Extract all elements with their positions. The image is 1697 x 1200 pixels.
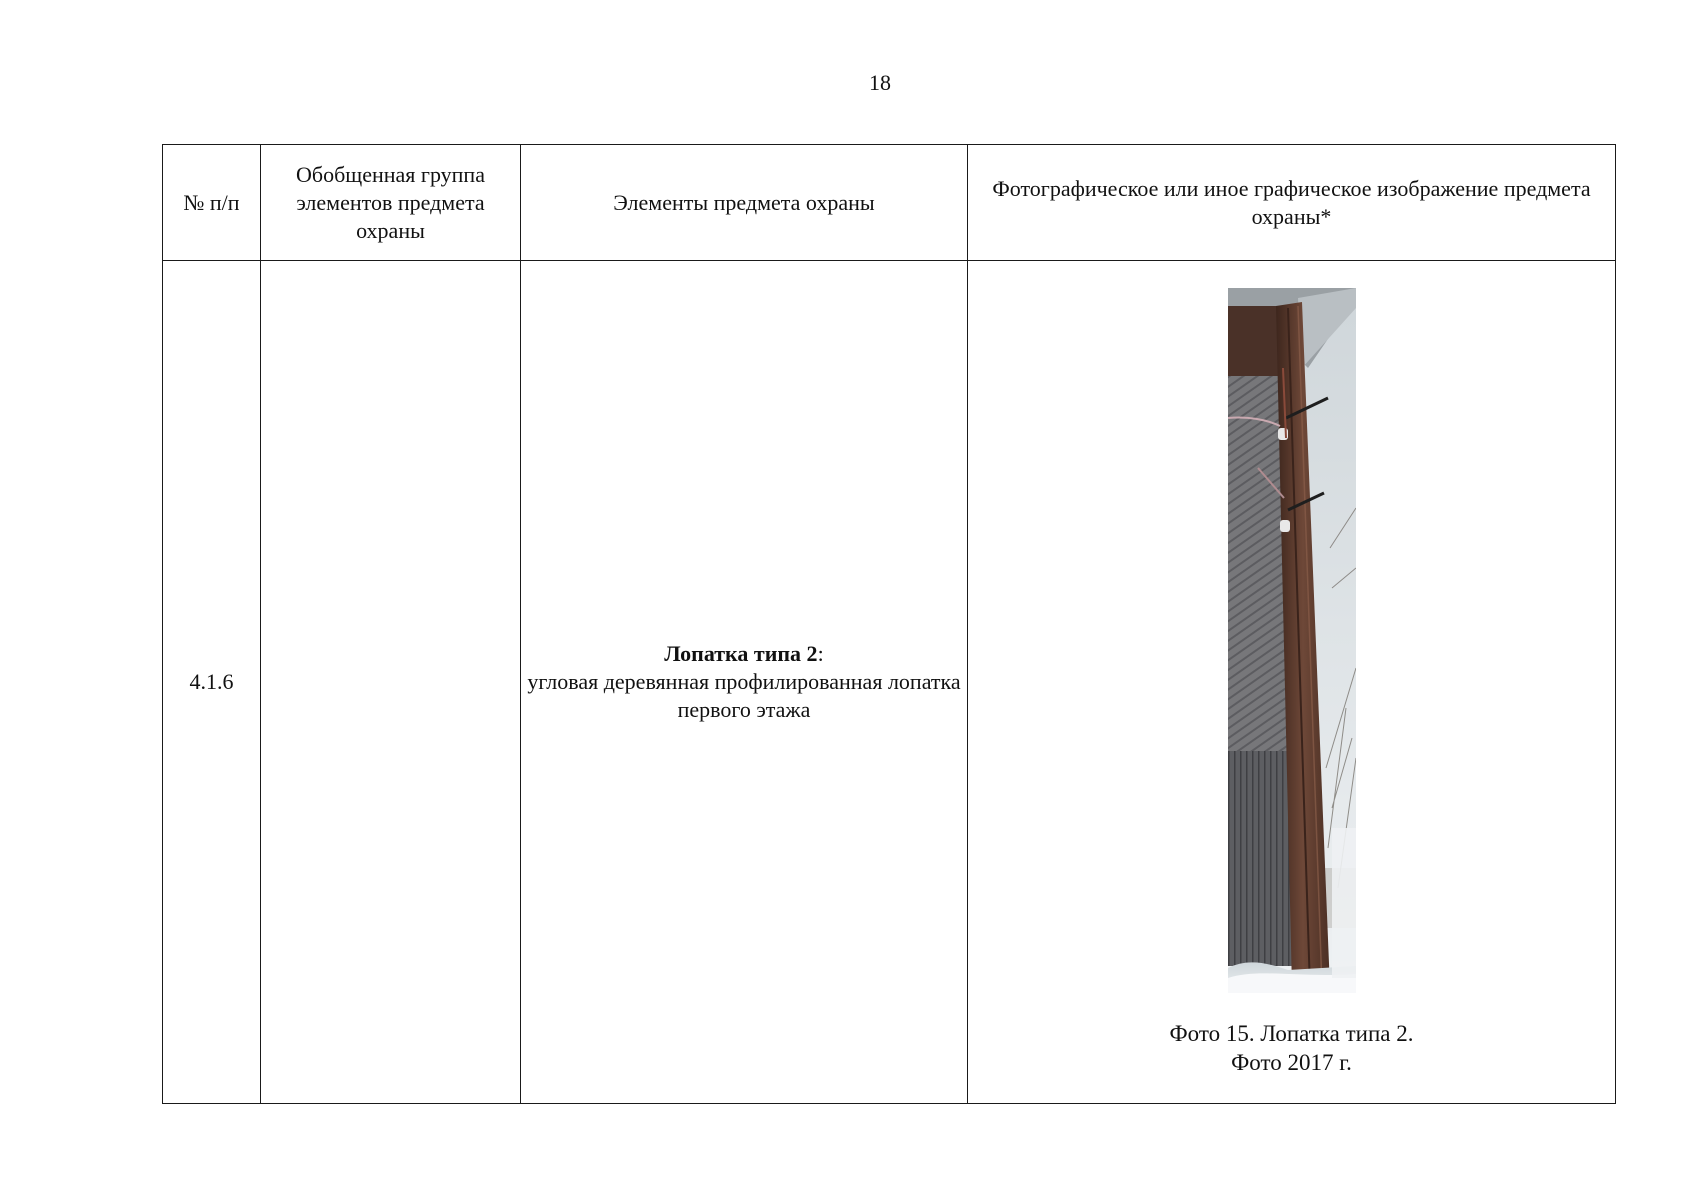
row-group-cell <box>261 261 521 1104</box>
pilaster-photo-image <box>1228 288 1356 993</box>
header-image: Фотографическое или иное графическое изображение предмета охраны* <box>968 145 1616 261</box>
header-elements: Элементы предмета охраны <box>521 145 968 261</box>
photo-caption-line2: Фото 2017 г. <box>1231 1050 1352 1075</box>
table-header-row <box>163 145 1616 261</box>
row-photo-cell <box>968 261 1616 1104</box>
protection-elements-table <box>162 144 1616 1104</box>
header-number: № п/п <box>163 145 261 261</box>
element-title: Лопатка типа 2 <box>664 641 818 666</box>
page-number: 18 <box>869 70 891 95</box>
photo-pilaster <box>1228 288 1356 993</box>
row-element-cell <box>521 261 968 1104</box>
element-title-suffix: : <box>817 641 824 666</box>
table-row <box>163 261 1616 1104</box>
row-number: 4.1.6 <box>189 669 234 694</box>
photo-caption-line1: Фото 15. Лопатка типа 2. <box>1169 1021 1414 1046</box>
row-number-cell <box>163 261 261 1104</box>
element-description: угловая деревянная профилированная лопатка первого этажа <box>527 669 961 722</box>
header-group: Обобщенная группа элементов предмета охраны <box>261 145 521 261</box>
